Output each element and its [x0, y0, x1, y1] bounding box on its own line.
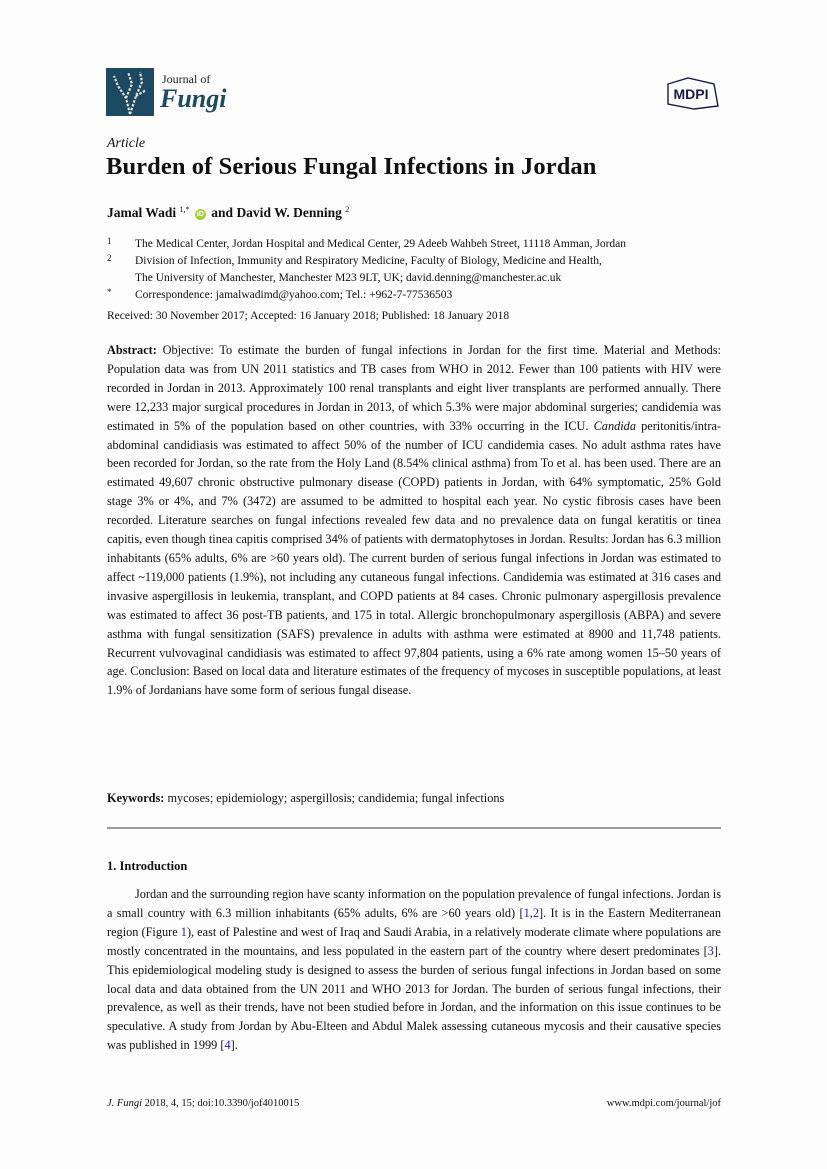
article-type: Article: [107, 136, 146, 151]
page-title: Burden of Serious Fungal Infections in Jordan: [106, 153, 597, 180]
citation-link[interactable]: 1: [523, 905, 530, 920]
keywords: [107, 789, 721, 808]
citation-link[interactable]: 3: [707, 943, 714, 958]
introduction-paragraph: [107, 885, 721, 1055]
journal-logo-icon: [106, 68, 154, 116]
abstract-label: Abstract:: [107, 343, 157, 357]
paragraph-text: ]. This epidemiological modeling study is designed to assess the burden of serious fungal infections in Jordan based on some local data and data obtained from the UN 2011 and WHO 2013 for Jordan. The burden of serious fungal infections, their prevalence, as well as their trends, have not been studied before in Jordan, and the information on this issue continues to be speculative. A study from Jordan by Abu-Elteen and Abdul Malek assessing cutaneous mycosis and their causative species was published in 1999 [: [107, 943, 721, 1053]
publication-dates: Received: 30 November 2017; Accepted: 16 January 2018; Published: 18 January 2018: [107, 310, 510, 322]
paragraph-text: ].: [230, 1038, 238, 1053]
keywords-label: Keywords:: [107, 791, 165, 805]
journal-url[interactable]: www.mdpi.com/journal/jof: [606, 1098, 721, 1109]
author-affiliation-mark: 1,*: [179, 205, 190, 214]
figure-link[interactable]: 1: [180, 924, 187, 939]
journal-abbrev: J. Fungi: [107, 1098, 142, 1109]
correspondence: [107, 284, 452, 304]
paragraph-text: ), east of Palestine and west of Iraq and Saudi Arabia, in a relatively moderate climate where populations are mostly concentrated in the mountains, and less populated in the eastern part of the country where desert predominates [: [107, 924, 722, 958]
abstract: [107, 341, 721, 700]
author-name[interactable]: David W. Denning: [236, 205, 342, 220]
author-name[interactable]: Jamal Wadi: [107, 205, 177, 220]
keywords-text: mycoses; epidemiology; aspergillosis; candidemia; fungal infections: [164, 791, 505, 805]
section-heading-introduction: 1. Introduction: [107, 859, 188, 873]
abstract-italic: Candida: [593, 418, 636, 433]
author-list: [107, 205, 349, 221]
journal-name: Fungi: [160, 84, 227, 113]
citation-link[interactable]: 2: [532, 905, 539, 920]
paragraph-text: ,: [529, 905, 533, 920]
author-connector: and: [211, 205, 234, 220]
orcid-icon[interactable]: iD: [196, 211, 204, 218]
footer-citation: [107, 1098, 299, 1109]
affiliation-mark: 1: [107, 236, 112, 246]
correspondence-text: Correspondence: jamalwadimd@yahoo.com; Tel.: +962-7-77536503: [135, 289, 453, 301]
citation-text: 2018, 4, 15; doi:10.3390/jof4010015: [142, 1098, 300, 1109]
affiliation-text: Division of Infection, Immunity and Respiratory Medicine, Faculty of Biology, Medicine and Health,: [135, 255, 602, 267]
citation-link[interactable]: 4: [224, 1038, 231, 1053]
affiliation-mark: *: [107, 287, 112, 297]
journal-of-label: Journal of: [162, 72, 211, 86]
abstract-text: Objective: To estimate the burden of fungal infections in Jordan for the first time. Material and Methods: Population data was from UN 2011 statistics and TB cases from WHO in 2012. Fewer than 100 patients with HIV were recorded in Jordan in 2013. Approximately 100 renal transplants and eight liver transplants are performed annually. There were 12,233 major surgical procedures in Jordan in 2013, of which 5.3% were major abdominal surgeries; candidemia was estimated in 5% of the population based on other countries, with 33% occurring in the ICU.: [107, 343, 721, 433]
section-divider: [107, 827, 721, 829]
svg-text:MDPI: MDPI: [673, 86, 709, 102]
abstract-text-cont: peritonitis/intra-abdominal candidiasis was estimated to affect 50% of the number of ICU candidemia cases. No adult asthma rates have been recorded for Jordan, so the rate from the Holy Land (8.54% clinical asthma) from To et al. has been used. There are an estimated 49,607 chronic obstructive pulmonary disease (COPD) patients in Jordan, with 64% symptomatic, 25% Gold stage 3% or 4%, and 7% (3472) are assumed to be admitted to hospital each year. No cystic fibrosis cases have been recorded. Literature searches on fungal infections revealed few data and no prevalence data on fungal keratitis or tinea capitis, even though tinea capitis comprised 34% of patients with dermatophytoses in Jordan. Results: Jordan has 6.3 million inhabitants (65% adults, 6% are >60 years old). The current burden of serious fungal infections in Jordan was estimated to affect ~119,000 patients (1.9%), not including any cutaneous fungal infections. Candidemia was estimated at 316 cases and invasive aspergillosis in leukemia, transplant, and COPD patients at 84 cases. Chronic pulmonary aspergillosis prevalence was estimated to affect 36 post-TB patients, and 175 in total. Allergic bronchopulmonary aspergillosis (ABPA) and severe asthma with fungal sensitization (SAFS) prevalence in adults with asthma were estimated at 8900 and 11,748 patients. Recurrent vulvovaginal candidiasis was estimated to affect 97,804 patients, using a 6% rate among women 15–50 years of age. Conclusion: Based on local data and literature estimates of the frequency of mycoses in susceptible populations, at least 1.9% of Jordanians have some form of serious fungal disease.: [107, 418, 721, 698]
mdpi-logo-icon: [660, 76, 722, 115]
author-affiliation-mark: 2: [345, 205, 350, 214]
affiliation-text: The Medical Center, Jordan Hospital and Medical Center, 29 Adeeb Wahbeh Street, 11118 Amman, Jordan: [135, 238, 627, 250]
affiliation-mark: 2: [107, 253, 112, 263]
affiliation-text-cont: The University of Manchester, Manchester M23 9LT, UK; david.denning@manchester.ac.uk: [135, 272, 562, 284]
paragraph-text: Jordan and the surrounding region have scanty information on the population prevalence of fungal infections. Jordan is a small country with 6.3 million inhabitants (65% adults, 6% are >60 years old) [: [107, 887, 721, 920]
paragraph-text: ]. It is in the Eastern Mediterranean region (Figure: [107, 905, 721, 939]
affiliation: [107, 250, 602, 287]
